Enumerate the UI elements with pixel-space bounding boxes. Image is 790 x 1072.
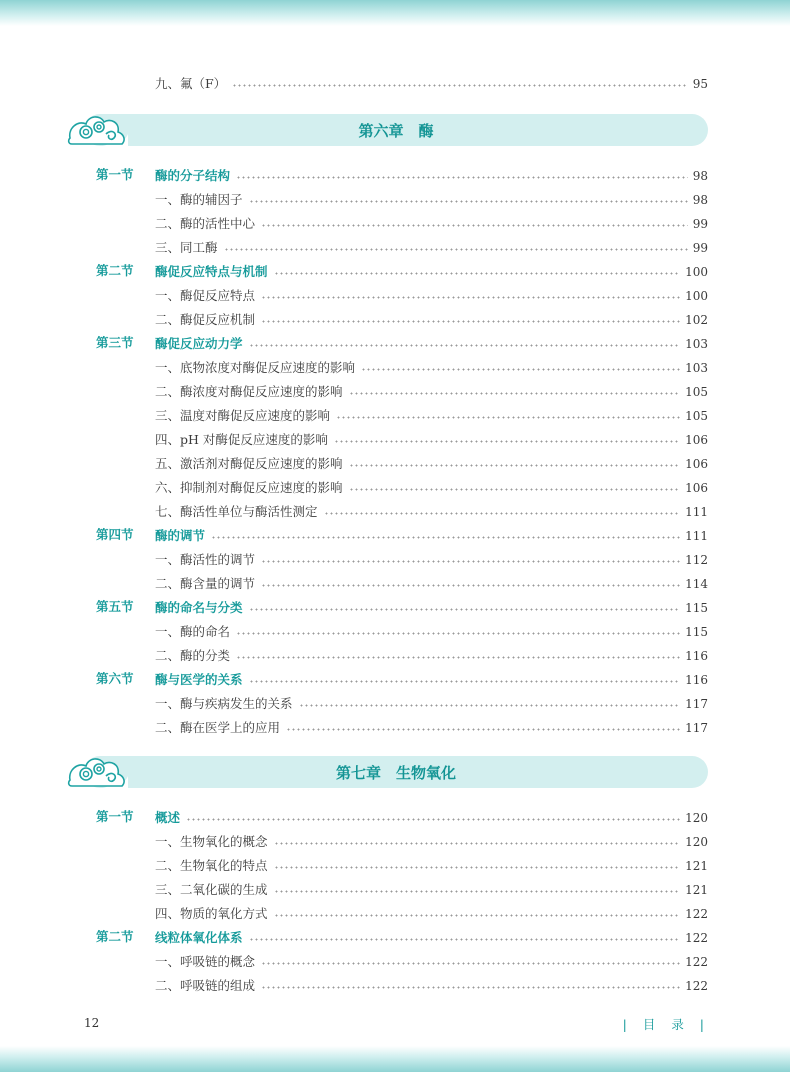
- dot-leader: [274, 271, 681, 276]
- dot-leader: [236, 175, 688, 180]
- dot-leader: [274, 913, 681, 918]
- section-page: 122: [685, 931, 708, 945]
- dot-leader: [334, 439, 680, 444]
- toc-entry-page: 112: [685, 553, 708, 567]
- toc-entry[interactable]: [155, 214, 708, 232]
- toc-entry[interactable]: [155, 574, 708, 592]
- toc-section[interactable]: [96, 526, 708, 544]
- dot-leader: [236, 631, 680, 636]
- toc-entry-label: 二、酶在医学上的应用: [155, 720, 281, 735]
- toc-entry[interactable]: [155, 238, 708, 256]
- toc-entry[interactable]: [155, 502, 708, 520]
- dot-leader: [249, 199, 688, 204]
- dot-leader: [349, 487, 681, 492]
- section-title: 酶促反应特点与机制: [155, 264, 268, 279]
- section-title: 酶的分子结构: [155, 168, 231, 183]
- toc-entry-page: 98: [692, 193, 708, 207]
- dot-leader: [232, 83, 688, 88]
- dot-leader: [224, 247, 688, 252]
- toc-entry-label: 三、同工酶: [155, 240, 218, 255]
- toc-entry-page: 99: [692, 241, 708, 255]
- toc-entry-label: 一、生物氧化的概念: [155, 834, 268, 849]
- section-number: 第一节: [96, 809, 134, 824]
- toc-entry[interactable]: [155, 718, 708, 736]
- section-page: 100: [685, 265, 708, 279]
- toc-entry-label: 二、生物氧化的特点: [155, 858, 268, 873]
- section-number: 第二节: [96, 263, 134, 278]
- toc-entry-label: 一、底物浓度对酶促反应速度的影响: [155, 360, 356, 375]
- toc-entry[interactable]: [155, 430, 708, 448]
- toc-entry-label: 二、呼吸链的组成: [155, 978, 256, 993]
- toc-entry-page: 122: [685, 979, 708, 993]
- toc-entry-label: 二、酶的活性中心: [155, 216, 256, 231]
- toc-section[interactable]: [96, 670, 708, 688]
- dot-leader: [261, 319, 680, 324]
- dot-leader: [249, 937, 681, 942]
- toc-entry-label: 二、酶的分类: [155, 648, 231, 663]
- section-title: 线粒体氧化体系: [155, 930, 243, 945]
- toc-entry[interactable]: [155, 190, 708, 208]
- toc-section[interactable]: [96, 808, 708, 826]
- section-title: 酶的调节: [155, 528, 206, 543]
- dot-leader: [349, 463, 681, 468]
- toc-entry-label: 三、二氧化碳的生成: [155, 882, 268, 897]
- toc-entry[interactable]: [155, 832, 708, 850]
- dot-leader: [299, 703, 681, 708]
- toc-entry-label: 二、酶含量的调节: [155, 576, 256, 591]
- toc-entry-page: 122: [685, 907, 708, 921]
- toc-entry[interactable]: [155, 286, 708, 304]
- toc-entry[interactable]: [155, 382, 708, 400]
- toc-entry[interactable]: [155, 904, 708, 922]
- toc-entry-page: 117: [685, 721, 708, 735]
- toc-entry[interactable]: [155, 358, 708, 376]
- toc-entry-page: 121: [685, 859, 708, 873]
- dot-leader: [261, 583, 680, 588]
- toc-entry-page: 95: [692, 77, 708, 91]
- toc-entry-page: 106: [685, 457, 708, 471]
- section-number: 第一节: [96, 167, 134, 182]
- toc-entry-page: 111: [685, 505, 708, 519]
- dot-leader: [261, 295, 680, 300]
- toc-entry-label: 四、pH 对酶促反应速度的影响: [155, 432, 328, 447]
- toc-entry-page: 114: [685, 577, 708, 591]
- toc-entry-page: 121: [685, 883, 708, 897]
- section-number: 第五节: [96, 599, 134, 614]
- section-page: 115: [685, 601, 708, 615]
- toc-entry-page: 102: [685, 313, 708, 327]
- section-title: 酶与医学的关系: [155, 672, 243, 687]
- dot-leader: [236, 655, 680, 660]
- toc-entry-label: 六、抑制剂对酶促反应速度的影响: [155, 480, 343, 495]
- dot-leader: [361, 367, 680, 372]
- chapter-banner[interactable]: [66, 756, 708, 788]
- dot-leader: [186, 817, 680, 822]
- toc-entry-page: 100: [685, 289, 708, 303]
- section-page: 103: [685, 337, 708, 351]
- toc-entry-page: 120: [685, 835, 708, 849]
- section-page: 98: [692, 169, 708, 183]
- toc-entry-label: 一、呼吸链的概念: [155, 954, 256, 969]
- toc-entry[interactable]: [155, 478, 708, 496]
- toc-entry[interactable]: [155, 622, 708, 640]
- dot-leader: [286, 727, 680, 732]
- toc-entry-label: 一、酶与疾病发生的关系: [155, 696, 293, 711]
- toc-entry-page: 115: [685, 625, 708, 639]
- dot-leader: [274, 865, 681, 870]
- toc-entry[interactable]: [155, 976, 708, 994]
- toc-entry[interactable]: [155, 550, 708, 568]
- toc-entry-page: 122: [685, 955, 708, 969]
- toc-entry-label: 五、激活剂对酶促反应速度的影响: [155, 456, 343, 471]
- chapter-banner[interactable]: [66, 114, 708, 146]
- toc-section[interactable]: [96, 262, 708, 280]
- dot-leader: [249, 607, 681, 612]
- chapter-title: 第六章 酶: [358, 121, 434, 140]
- toc-entry-label: 二、酶浓度对酶促反应速度的影响: [155, 384, 343, 399]
- toc-entry-page: 99: [692, 217, 708, 231]
- section-number: 第四节: [96, 527, 134, 542]
- dot-leader: [324, 511, 681, 516]
- dot-leader: [261, 223, 688, 228]
- toc-entry[interactable]: [155, 880, 708, 898]
- toc-entry[interactable]: [155, 454, 708, 472]
- section-number: 第二节: [96, 929, 134, 944]
- footer-section-label: | 目 录 |: [622, 1017, 710, 1032]
- toc-entry[interactable]: [155, 646, 708, 664]
- dot-leader: [261, 559, 680, 564]
- toc-section[interactable]: [96, 166, 708, 184]
- section-title: 酶促反应动力学: [155, 336, 243, 351]
- toc-entry-page: 116: [685, 649, 708, 663]
- dot-leader: [274, 841, 681, 846]
- toc-entry-page: 106: [685, 433, 708, 447]
- dot-leader: [261, 985, 680, 990]
- footer-page-number: 12: [84, 1016, 100, 1030]
- toc-entry-label: 三、温度对酶促反应速度的影响: [155, 408, 331, 423]
- toc-entry-label: 一、酶的辅因子: [155, 192, 243, 207]
- toc-entry-page: 105: [685, 409, 708, 423]
- toc-entry-page: 103: [685, 361, 708, 375]
- toc-entry-label: 一、酶的命名: [155, 624, 231, 639]
- toc-entry[interactable]: [155, 406, 708, 424]
- dot-leader: [349, 391, 681, 396]
- toc-entry[interactable]: [155, 74, 708, 92]
- toc-entry-page: 105: [685, 385, 708, 399]
- toc-section[interactable]: [96, 598, 708, 616]
- dot-leader: [274, 889, 681, 894]
- section-page: 111: [685, 529, 708, 543]
- toc-entry-label: 七、酶活性单位与酶活性测定: [155, 504, 318, 519]
- toc-entry-label: 九、氟（F）: [155, 76, 227, 91]
- section-page: 116: [685, 673, 708, 687]
- section-page: 120: [685, 811, 708, 825]
- toc-entry[interactable]: [155, 952, 708, 970]
- toc-entry-label: 一、酶活性的调节: [155, 552, 256, 567]
- section-title: 概述: [155, 810, 181, 825]
- dot-leader: [249, 343, 681, 348]
- dot-leader: [249, 679, 681, 684]
- bottom-decorative-band: [0, 1046, 790, 1072]
- chapter-title: 第七章 生物氧化: [335, 763, 456, 782]
- toc-entry[interactable]: [155, 310, 708, 328]
- toc-entry[interactable]: [155, 856, 708, 874]
- section-title: 酶的命名与分类: [155, 600, 243, 615]
- toc-entry-page: 106: [685, 481, 708, 495]
- section-number: 第六节: [96, 671, 134, 686]
- toc-section[interactable]: [96, 334, 708, 352]
- dot-leader: [336, 415, 680, 420]
- toc-entry-label: 四、物质的氧化方式: [155, 906, 268, 921]
- toc-entry-label: 一、酶促反应特点: [155, 288, 256, 303]
- dot-leader: [261, 961, 680, 966]
- toc-entry-page: 117: [685, 697, 708, 711]
- top-decorative-band: [0, 0, 790, 26]
- dot-leader: [211, 535, 680, 540]
- section-number: 第三节: [96, 335, 134, 350]
- toc-entry[interactable]: [155, 694, 708, 712]
- toc-entry-label: 二、酶促反应机制: [155, 312, 256, 327]
- toc-section[interactable]: [96, 928, 708, 946]
